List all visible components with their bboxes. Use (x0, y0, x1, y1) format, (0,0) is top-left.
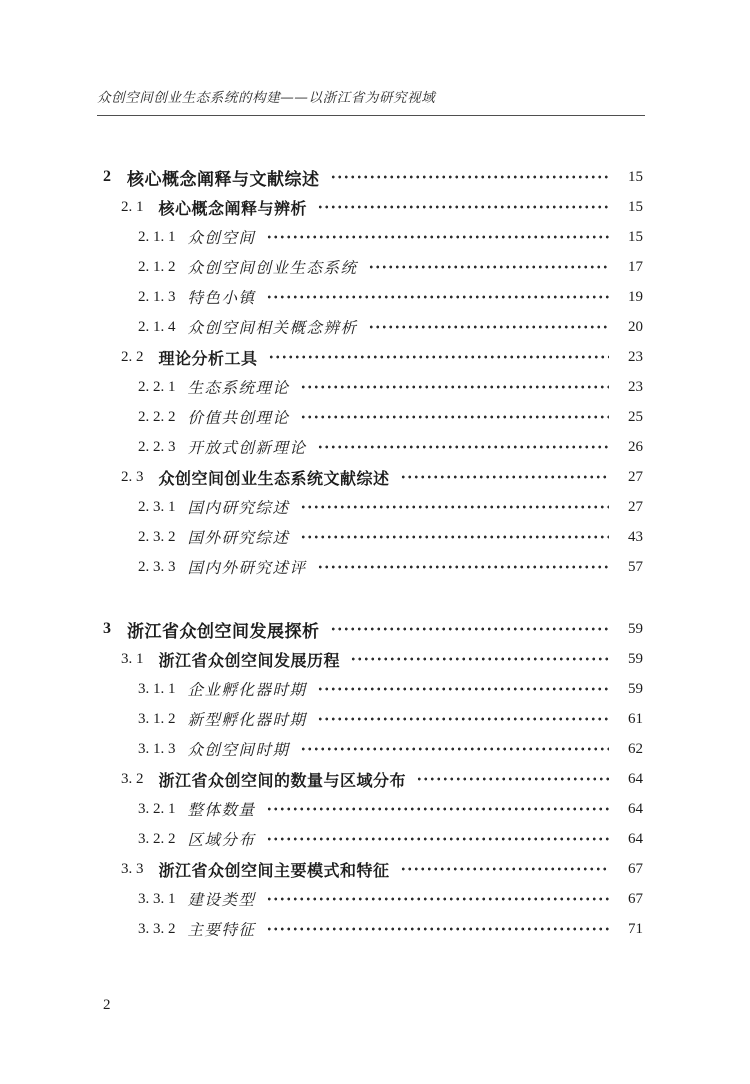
toc-entry-title: 浙江省众创空间主要模式和特征 (158, 862, 390, 880)
toc-entry-number: 2. 3 (121, 468, 144, 485)
toc-entry-number: 3. 3 (121, 860, 144, 877)
toc-entry-page: 64 (628, 830, 643, 847)
toc-entry-title: 浙江省众创空间发展历程 (158, 652, 341, 670)
toc-entry-page: 59 (628, 620, 643, 637)
toc-entry (97, 644, 643, 674)
toc-entry-page: 27 (628, 498, 643, 515)
toc-entry-title: 众创空间 (187, 229, 256, 247)
toc-leader-dots (317, 704, 609, 734)
toc-entry-number: 2. 1 (121, 198, 144, 215)
toc-leader-dots (368, 252, 609, 282)
toc-entry-title: 核心概念阐释与文献综述 (127, 169, 320, 189)
toc-entry-title: 开放式创新理论 (187, 439, 307, 457)
toc-list (97, 162, 643, 944)
toc-entry-page: 15 (628, 228, 643, 245)
toc-entry-number: 2. 3. 3 (138, 558, 176, 575)
toc-entry-title: 企业孵化器时期 (187, 681, 307, 699)
toc-entry (97, 462, 643, 492)
toc-entry (97, 764, 643, 794)
toc-entry-title: 国内外研究述评 (187, 559, 307, 577)
toc-entry-page: 62 (628, 740, 643, 757)
toc-leader-dots (300, 372, 609, 402)
toc-entry-page: 67 (628, 860, 643, 877)
toc-entry-page: 61 (628, 710, 643, 727)
toc-entry-number: 3 (103, 620, 111, 637)
toc-entry (97, 614, 643, 644)
toc-entry-title: 价值共创理论 (187, 409, 290, 427)
toc-entry-page: 23 (628, 378, 643, 395)
toc-entry-number: 2. 2 (121, 348, 144, 365)
toc-leader-dots (317, 192, 609, 222)
toc-entry (97, 794, 643, 824)
toc-entry (97, 704, 643, 734)
toc-entry-title: 建设类型 (187, 891, 256, 909)
toc-leader-dots (300, 522, 609, 552)
page-number-footer: 2 (103, 997, 111, 1013)
toc-entry (97, 884, 643, 914)
toc-leader-dots (317, 674, 609, 704)
toc-leader-dots (300, 492, 609, 522)
toc-entry-title: 浙江省众创空间的数量与区域分布 (158, 772, 407, 790)
toc-entry-page: 19 (628, 288, 643, 305)
toc-leader-dots (266, 884, 609, 914)
toc-entry (97, 402, 643, 432)
toc-entry (97, 734, 643, 764)
toc-entry-title: 众创空间时期 (187, 741, 290, 759)
toc-leader-dots (400, 854, 609, 884)
toc-entry-page: 59 (628, 680, 643, 697)
toc-leader-dots (317, 432, 609, 462)
toc-entry-title: 理论分析工具 (158, 350, 258, 368)
toc-entry-title: 整体数量 (187, 801, 256, 819)
toc-entry-number: 3. 1. 1 (138, 680, 176, 697)
toc-entry-title: 众创空间创业生态系统 (187, 259, 358, 277)
toc-leader-dots (266, 794, 609, 824)
toc-entry (97, 252, 643, 282)
toc-entry (97, 492, 643, 522)
toc-entry-page: 23 (628, 348, 643, 365)
toc-entry-number: 2. 3. 1 (138, 498, 176, 515)
toc-entry-page: 64 (628, 800, 643, 817)
toc-entry-number: 2. 1. 3 (138, 288, 176, 305)
running-header: 众创空间创业生态系统的构建——以浙江省为研究视域 (97, 90, 436, 106)
toc-entry-number: 3. 3. 2 (138, 920, 176, 937)
toc-entry-number: 2. 3. 2 (138, 528, 176, 545)
toc-entry-number: 3. 1. 2 (138, 710, 176, 727)
toc-entry-page: 25 (628, 408, 643, 425)
toc-entry (97, 824, 643, 854)
toc-entry-title: 生态系统理论 (187, 379, 290, 397)
toc-entry (97, 282, 643, 312)
toc-leader-dots (268, 342, 609, 372)
toc-entry-number: 3. 2. 2 (138, 830, 176, 847)
toc-entry (97, 372, 643, 402)
toc-entry-number: 3. 1 (121, 650, 144, 667)
toc-entry-page: 15 (628, 168, 643, 185)
toc-entry-page: 27 (628, 468, 643, 485)
toc-entry (97, 522, 643, 552)
toc-entry-number: 2 (103, 168, 111, 185)
header-rule (97, 115, 645, 116)
toc-leader-dots (330, 162, 610, 192)
toc-leader-dots (317, 552, 609, 582)
toc-entry-title: 众创空间相关概念辨析 (187, 319, 358, 337)
toc-entry (97, 432, 643, 462)
toc-entry-title: 新型孵化器时期 (187, 711, 307, 729)
toc-entry (97, 162, 643, 192)
toc-entry-page: 57 (628, 558, 643, 575)
toc-leader-dots (300, 734, 609, 764)
toc-leader-dots (266, 824, 609, 854)
toc-leader-dots (330, 614, 610, 644)
toc-entry-title: 区域分布 (187, 831, 256, 849)
toc-entry (97, 854, 643, 884)
toc-leader-dots (300, 402, 609, 432)
toc-leader-dots (266, 914, 609, 944)
toc-entry (97, 342, 643, 372)
toc-entry (97, 914, 643, 944)
toc-entry (97, 312, 643, 342)
toc-leader-dots (400, 462, 609, 492)
toc-entry-page: 64 (628, 770, 643, 787)
toc-leader-dots (266, 222, 609, 252)
toc-entry (97, 552, 643, 582)
toc-entry (97, 222, 643, 252)
toc-entry (97, 192, 643, 222)
toc-entry-page: 59 (628, 650, 643, 667)
toc-entry-title: 众创空间创业生态系统文献综述 (158, 470, 390, 488)
toc-entry-title: 核心概念阐释与辨析 (158, 200, 308, 218)
toc-entry-number: 3. 3. 1 (138, 890, 176, 907)
toc-entry (97, 674, 643, 704)
toc-leader-dots (368, 312, 609, 342)
toc-entry-page: 20 (628, 318, 643, 335)
toc-entry-page: 26 (628, 438, 643, 455)
toc-entry-number: 2. 1. 4 (138, 318, 176, 335)
toc-entry-page: 17 (628, 258, 643, 275)
toc-entry-number: 3. 2. 1 (138, 800, 176, 817)
toc-entry-number: 2. 1. 1 (138, 228, 176, 245)
toc-entry-page: 15 (628, 198, 643, 215)
toc-entry-number: 3. 2 (121, 770, 144, 787)
toc-leader-dots (416, 764, 609, 794)
toc-entry-number: 2. 1. 2 (138, 258, 176, 275)
toc-entry-number: 3. 1. 3 (138, 740, 176, 757)
toc-leader-dots (350, 644, 609, 674)
toc-entry-number: 2. 2. 3 (138, 438, 176, 455)
toc-entry-title: 浙江省众创空间发展探析 (127, 621, 320, 641)
toc-entry-title: 国外研究综述 (187, 529, 290, 547)
toc-entry-title: 特色小镇 (187, 289, 256, 307)
toc-entry-number: 2. 2. 1 (138, 378, 176, 395)
toc-entry-page: 43 (628, 528, 643, 545)
toc-entry-title: 国内研究综述 (187, 499, 290, 517)
toc-entry-number: 2. 2. 2 (138, 408, 176, 425)
toc-entry-page: 67 (628, 890, 643, 907)
toc-leader-dots (266, 282, 609, 312)
toc-entry-title: 主要特征 (187, 921, 256, 939)
toc-entry-page: 71 (628, 920, 643, 937)
